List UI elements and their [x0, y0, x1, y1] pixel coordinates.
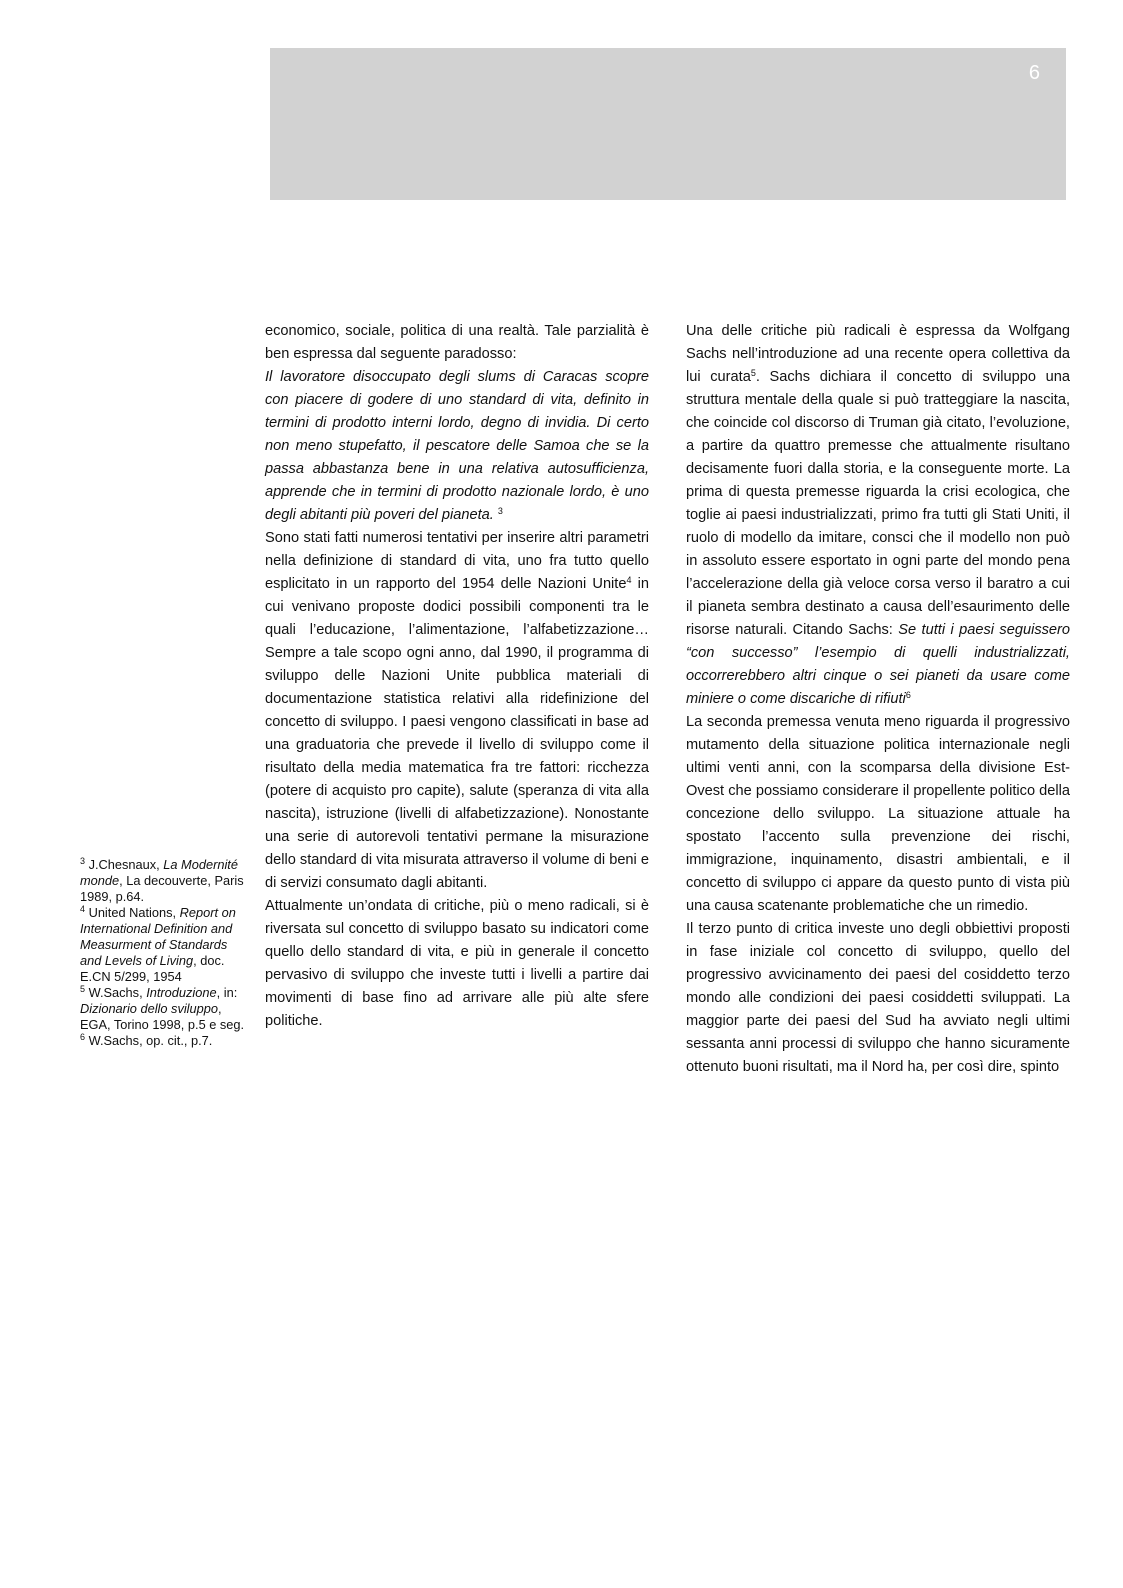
footnote-ref: 6: [905, 690, 911, 700]
page-number: 6: [1028, 62, 1040, 84]
text-column-left: [265, 320, 649, 1033]
footnote-ref: 4: [626, 575, 632, 585]
quote-text: Il lavoratore disoccupato degli slums di Caracas scopre con piacere di godere di uno standard di vita, definito in termini di prodotto interni lordo, degno di invidia. Di certo non meno stupefatto, il pescatore delle Samoa che se la passa abbastanza bene in una relativa autosufficienza, apprende che in termini di prodotto nazionale lordo, è uno degli abitanti più poveri del pianeta.: [265, 369, 649, 523]
paragraph: Il terzo punto di critica investe uno degli obbiettivi proposti in fase iniziale col concetto di sviluppo, quello del progressivo avvicinamento dei paesi del cosiddetto terzo mondo alle condizioni dei paesi cosiddetti sviluppati. La maggior parte dei paesi del Sud ha avviato negli ultimi sessanta anni processi di sviluppo che hanno sicuramente ottenuto buoni risultati, ma il Nord ha, per così dire, spinto: [686, 921, 1070, 1075]
quote-text: Se tutti i paesi seguissero “con successo” l’esempio di quelli industrializzati, occorrerebbero altri cinque o sei pianeti da usare come miniere o come discariche di rifiuti: [686, 622, 1071, 707]
footnote-ref: 3: [497, 506, 503, 516]
paragraph: economico, sociale, politica di una realtà. Tale parzialità è ben espressa dal seguente paradosso:: [265, 323, 649, 362]
footnote: $^4$ United Nations, Report on International Definition and Measurment of Standards and Levels of Living, doc. E.CN 5/299, 1954: [80, 904, 236, 984]
footnote: $^3$ J.Chesnaux, La Modernité monde, La decouverte, Paris 1989, p.64.: [80, 856, 244, 904]
footnotes: [80, 857, 246, 1049]
footnote: $^5$ W.Sachs, Introduzione, in: Dizionario dello sviluppo, EGA, Torino 1998, p.5 e seg.: [80, 984, 245, 1032]
paragraph: Una delle critiche più radicali è espressa da Wolfgang Sachs nell’introduzione ad una recente opera collettiva da lui curata$^5$. Sachs dichiara il concetto di sviluppo una struttura mentale della quale si può tratteggiare la nascita, che coincide col discorso di Truman già citato, l’evoluzione, a partire da quattro premesse che attualmente risultano decisamente fuori dalla storia, e la conseguente morte. La prima di questa premesse riguarda la crisi ecologica, che toglie ai paesi industrializzati, primo fra tutti gli Stati Uniti, il ruolo di modello da imitare, consci che il modello non può in assoluto essere esportato in ogni parte del mondo pena l’accelerazione della già veloce corsa verso il baratro a cui il pianeta sembra destinato a causa dell’esaurimento delle risorse naturali. Citando Sachs: Se tutti i paesi seguissero “con successo” l’esempio di quelli industrializzati, occorrerebbero altri cinque o sei pianeti da usare come miniere o come discariche di rifiuti$^6$: [686, 323, 1071, 707]
footnote-ref: 5: [750, 368, 756, 378]
paragraph: Attualmente un’ondata di critiche, più o meno radicali, si è riversata sul concetto di sviluppo basato su indicatori come quello dello standard di vita, e più in generale il concetto pervasivo di sviluppo che investe tutti i livelli a partire dai movimenti di base fino ad arrivare alle più alte sfere politiche.: [265, 898, 649, 1029]
paragraph: Sono stati fatti numerosi tentativi per inserire altri parametri nella definizione di standard di vita, uno fra tutto quello esplicitato in un rapporto del 1954 delle Nazioni Unite$^4$ in cui venivano proposte dodici possibili componenti tra le quali l’educazione, l’alimentazione, l’alfabetizzazione… Sempre a tale scopo ogni anno, dal 1990, il programma di sviluppo delle Nazioni Unite pubblica materiali di documentazione statistica relativi alla ridefinizione del concetto di sviluppo. I paesi vengono classificati in base ad una graduatoria che prevede il livello di sviluppo come il risultato della media matematica fra tre fattori: ricchezza (potere di acquisto pro capite), salute (speranza di vita alla nascita), istruzione (livelli di alfabetizzazione). Nonostante una serie di autorevoli tentativi permane la misurazione dello standard di vita misurata attraverso il volume di beni e di servizi consumato dagli abitanti.: [265, 530, 649, 891]
header-band: [270, 48, 1066, 200]
paragraph: La seconda premessa venuta meno riguarda il progressivo mutamento della situazione politica internazionale negli ultimi venti anni, con la scomparsa della divisione Est-Ovest che possiamo considerare il propellente politico della concezione dello sviluppo. La situazione attuale ha spostato l’accento sulla prevenzione dei rischi, immigrazione, inquinamento, disastri ambientali, e il concetto di sviluppo ci appare da questo punto di vista più una causa scatenante problematiche che un rimedio.: [686, 714, 1070, 914]
quote-paragraph: [265, 366, 649, 527]
footnote: $^6$ W.Sachs, op. cit., p.7.: [80, 1032, 213, 1048]
text-column-right: [686, 320, 1070, 1079]
